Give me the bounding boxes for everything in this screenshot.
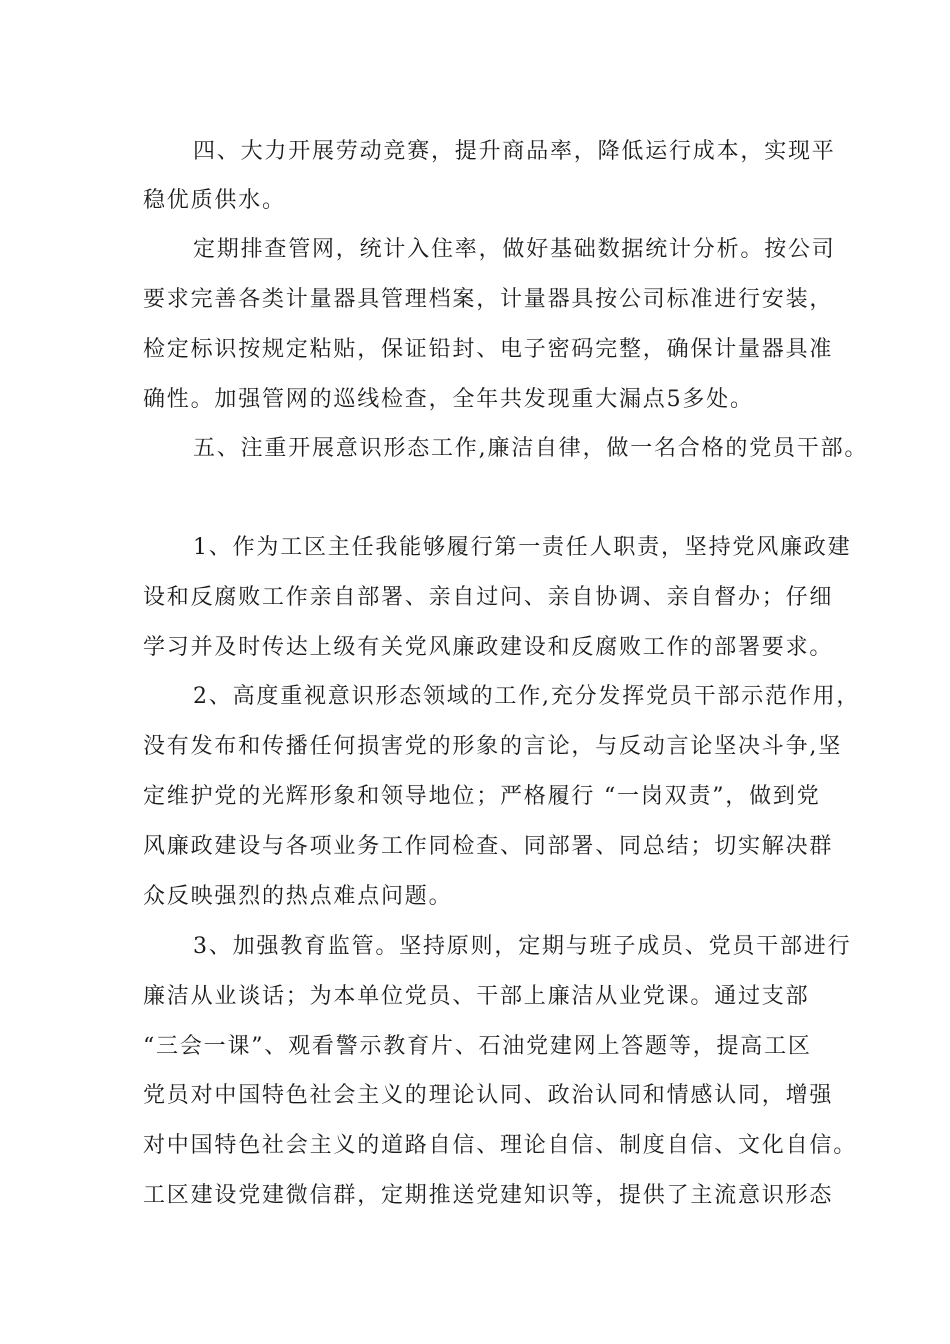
item-2-line-4: 风廉政建设与各项业务工作同检查、同部署、同总结；切实解决群 bbox=[143, 834, 834, 859]
item-1-line-1: 1、作为工区主任我能够履行第一责任人职责，坚持党风廉政建 bbox=[193, 535, 852, 560]
section-4-body-line-1: 定期排查管网，统计入住率，做好基础数据统计分析。按公司 bbox=[193, 237, 836, 262]
item-2-line-5: 众反映强烈的热点难点问题。 bbox=[143, 884, 453, 909]
item-1-line-2: 设和反腐败工作亲自部署、亲自过问、亲自协调、亲自督办；仔细 bbox=[143, 585, 834, 610]
item-3-line-5: 对中国特色社会主义的道路自信、理论自信、制度自信、文化自信。 bbox=[143, 1133, 858, 1158]
item-3-line-1: 3、加强教育监管。坚持原则，定期与班子成员、党员干部进行 bbox=[193, 934, 852, 959]
item-2-line-3: 定维护党的光辉形象和领导地位；严格履行 “一岗双责”，做到党 bbox=[143, 784, 821, 809]
section-4-heading-line-1: 四、大力开展劳动竞赛，提升商品率，降低运行成本，实现平 bbox=[193, 139, 836, 164]
item-3-line-2: 廉洁从业谈话；为本单位党员、干部上廉洁从业党课。通过支部 bbox=[143, 984, 810, 1009]
item-2-line-1: 2、高度重视意识形态领域的工作,充分发挥党员干部示范作用， bbox=[193, 684, 861, 709]
section-4-body-line-4: 确性。加强管网的巡线检查，全年共发现重大漏点5多处。 bbox=[143, 387, 754, 412]
item-3-line-6: 工区建设党建微信群，定期推送党建知识等，提供了主流意识形态 bbox=[143, 1183, 834, 1208]
section-4-heading-line-2: 稳优质供水。 bbox=[143, 188, 286, 213]
item-3-line-4: 党员对中国特色社会主义的理论认同、政治认同和情感认同，增强 bbox=[143, 1083, 834, 1108]
item-2-line-2: 没有发布和传播任何损害党的形象的言论，与反动言论坚决斗争,坚 bbox=[143, 734, 842, 759]
section-4-body-line-2: 要求完善各类计量器具管理档案，计量器具按公司标准进行安装， bbox=[143, 287, 834, 312]
section-5-heading-line-1: 五、注重开展意识形态工作,廉洁自律，做一名合格的党员干部。 bbox=[193, 436, 869, 461]
item-1-line-3: 学习并及时传达上级有关党风廉政建设和反腐败工作的部署要求。 bbox=[143, 635, 834, 660]
item-3-line-3: “三会一课”、观看警示教育片、石油党建网上答题等，提高工区 bbox=[143, 1034, 812, 1059]
section-4-body-line-3: 检定标识按规定粘贴，保证铅封、电子密码完整，确保计量器具准 bbox=[143, 337, 834, 362]
